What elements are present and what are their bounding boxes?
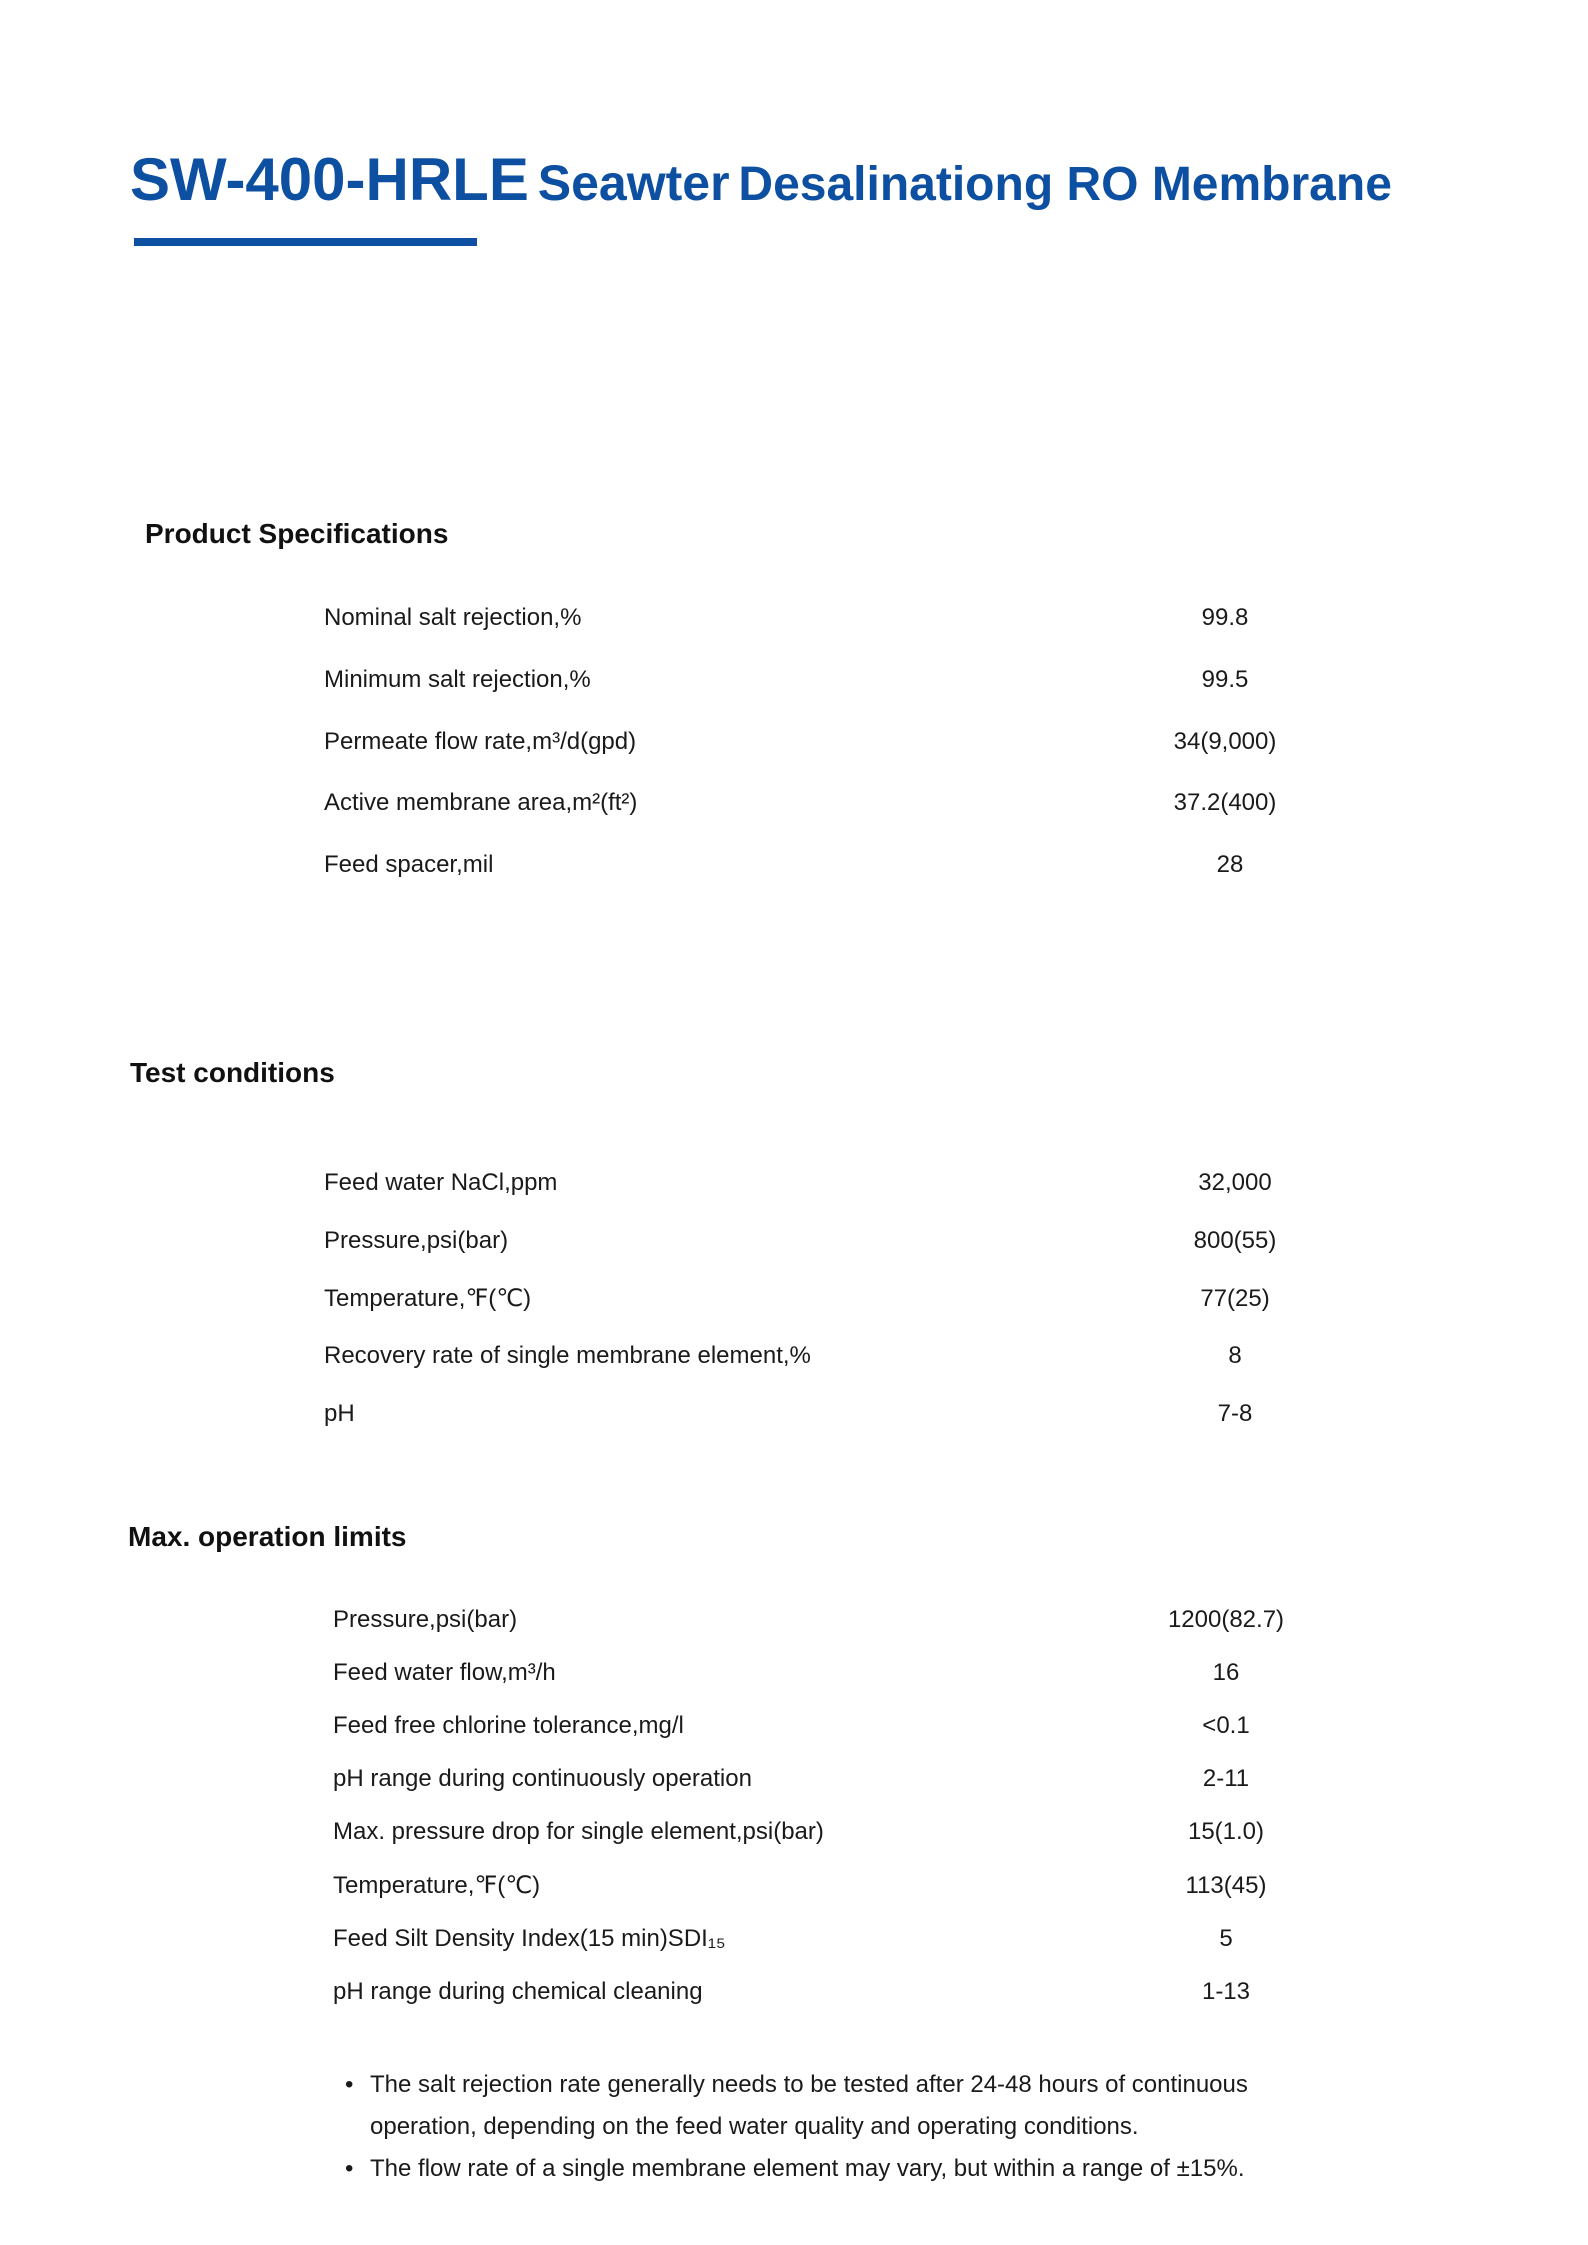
limit-value: 2-11: [1202, 1765, 1250, 1792]
notes-list: [345, 2064, 1345, 2190]
test-label: Recovery rate of single membrane element,%: [324, 1342, 811, 1369]
spec-value: 37.2(400): [1173, 789, 1277, 816]
test-value: 7-8: [1217, 1400, 1253, 1427]
test-label: Pressure,psi(bar): [324, 1227, 509, 1254]
test-value: 77(25): [1200, 1285, 1270, 1312]
spec-value: 28: [1216, 851, 1244, 878]
test-value: 800(55): [1193, 1227, 1277, 1254]
section-heading-max-operation-limits: Max. operation limits: [128, 1521, 407, 1552]
limit-label: Feed Silt Density Index(15 min)SDI₁₅: [333, 1925, 726, 1952]
spec-label: Permeate flow rate,m³/d(gpd): [324, 728, 637, 755]
limit-value: 15(1.0): [1187, 1818, 1265, 1845]
limit-label: Feed free chlorine tolerance,mg/l: [333, 1712, 684, 1739]
section-heading-test-conditions: Test conditions: [130, 1057, 335, 1088]
limit-value: 1-13: [1201, 1978, 1251, 2005]
spec-label: Minimum salt rejection,%: [324, 666, 591, 693]
note-text: The flow rate of a single membrane element may vary, but within a range of ±15%.: [370, 2155, 1245, 2182]
limit-value: 113(45): [1185, 1872, 1267, 1899]
limit-label: Feed water flow,m³/h: [333, 1659, 556, 1686]
test-value: 32,000: [1198, 1169, 1272, 1196]
title-rest: Desalinationg RO Membrane: [738, 158, 1392, 211]
title-model: SW-400-HRLE: [130, 146, 529, 213]
spec-value: 34(9,000): [1173, 728, 1277, 755]
spec-value: 99.8: [1201, 604, 1249, 631]
spec-label: Nominal salt rejection,%: [324, 604, 582, 631]
limit-label: pH range during chemical cleaning: [333, 1978, 703, 2005]
limit-label: Temperature,℉(℃): [333, 1872, 541, 1899]
test-label: pH: [324, 1400, 355, 1427]
limit-value: 5: [1219, 1925, 1233, 1952]
spec-label: Feed spacer,mil: [324, 851, 494, 878]
spec-value: 99.5: [1201, 666, 1249, 693]
limit-label: Pressure,psi(bar): [333, 1606, 518, 1633]
limit-label: pH range during continuously operation: [333, 1765, 752, 1792]
title-underline: [134, 238, 477, 246]
test-label: Temperature,℉(℃): [324, 1285, 532, 1312]
test-label: Feed water NaCl,ppm: [324, 1169, 558, 1196]
limit-value: 16: [1212, 1659, 1240, 1686]
title-word-seawter: Seawter: [537, 155, 730, 211]
limit-label: Max. pressure drop for single element,psi(bar): [333, 1818, 824, 1845]
spec-label: Active membrane area,m²(ft²): [324, 789, 638, 816]
limit-value: 1200(82.7): [1167, 1606, 1285, 1633]
test-value: 8: [1228, 1342, 1242, 1369]
page-title: [130, 146, 1392, 213]
note-text: The salt rejection rate generally needs to be tested after 24-48 hours of continuous operation, depending on the feed water quality and operating conditions.: [370, 2071, 1248, 2140]
section-heading-product-specifications: Product Specifications: [145, 518, 449, 549]
note-item: [345, 2148, 1345, 2190]
bullet-icon: •: [345, 2071, 354, 2098]
note-item: [345, 2064, 1345, 2148]
bullet-icon: •: [345, 2155, 354, 2182]
limit-value: <0.1: [1202, 1712, 1250, 1739]
